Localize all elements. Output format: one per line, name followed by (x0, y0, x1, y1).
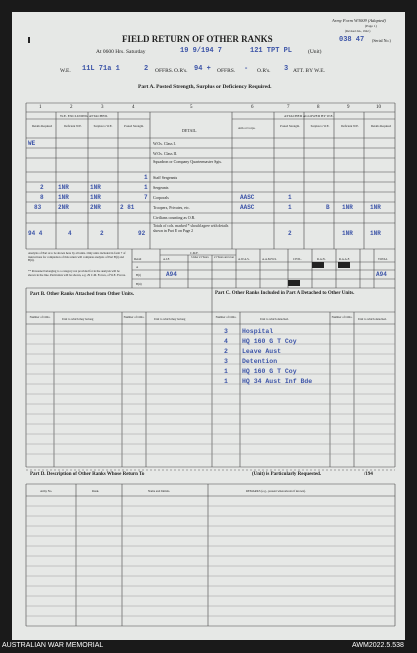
part-a-title: Part A. Posted Strength, Surplus or Deficiency Required. (138, 84, 272, 90)
part-c-row1-num: 3 (224, 328, 228, 335)
detail-sgt: Sergeants (153, 185, 169, 190)
typed-ssgt-posted: 1 (144, 174, 148, 181)
col-num-5: 5 (190, 105, 193, 110)
army-form-line1: Army Form W3009 (Adapted) (332, 18, 386, 23)
typed-pte-def: 2NR (58, 204, 69, 211)
typed-pte-posted: 2 81 (120, 204, 135, 211)
typed-we: WE (28, 140, 36, 147)
offrs2-label: OFFRS. (217, 68, 236, 74)
att-label: ATT. BY W.E. (293, 68, 325, 74)
footer-right: AWM2022.5.538 (352, 642, 404, 649)
analysis-row-bii: B(ii) (136, 282, 142, 286)
detail-totals: Totals of cols. marked * should agree with details shown in Part E on Page 2 (153, 224, 229, 233)
part-c-row4-num: 3 (224, 358, 228, 365)
part-d-h3: Name and Initials. (148, 489, 171, 493)
col-num-3: 3 (101, 105, 104, 110)
ors-label: O.R's. (174, 68, 188, 74)
typed-r-pte-def: 1NR (342, 204, 353, 211)
typed-sgt-req: 2 (40, 184, 44, 191)
part-c-row3-num: 2 (224, 348, 228, 355)
form-title: FIELD RETURN OF OTHER RANKS (122, 34, 273, 44)
left-header-3: Surplus to W.E. (93, 124, 113, 128)
typed-tot-def: 4 (68, 230, 72, 237)
typed-r-pte-arm: AASC (240, 204, 255, 211)
part-c-row2-unit: HQ 160 G T Coy (242, 338, 297, 345)
part-b-h4: Unit to which they belong (154, 317, 186, 321)
part-b-h1: Number of O.Rs. (29, 315, 51, 319)
typed-r-cpl-posted: 1 (288, 194, 292, 201)
right-header-2: Posted Strength. (280, 124, 300, 128)
typed-sgt-def: 1NR (58, 184, 69, 191)
col-num-8: 8 (317, 105, 320, 110)
part-d-h2: Rank. (92, 489, 100, 493)
typed-sgt-sur: 1NR (90, 184, 101, 191)
typed-tot-req: 94 4 (28, 230, 43, 237)
analysis-h-detail: Detail (134, 257, 142, 261)
part-c-row5-num: 1 (224, 368, 228, 375)
detail-cqms: Squadron or Company Quartermaster Sgts. (153, 159, 222, 164)
we-value: 11L 71a 1 (82, 65, 120, 73)
typed-r-cpl-arm: AASC (240, 194, 255, 201)
detail-civ: Civilians counting as O.R. (153, 215, 196, 220)
typed-tot-sur: 2 (100, 230, 104, 237)
army-form-line3: (Revised Jan., 1942.) (345, 29, 371, 33)
left-header-1: Details Required (31, 124, 53, 128)
analysis-h-aif: A.I.F. (163, 257, 170, 261)
left-header-2: Deficient W.E. (64, 124, 82, 128)
unit-value: 121 TPT PL (250, 47, 293, 55)
offrs2-value: - (244, 65, 249, 73)
analysis-h-total: TOTAL (378, 257, 388, 261)
detail-wo1: W.Os. Class I. (153, 141, 176, 146)
col-num-6: 6 (251, 105, 254, 110)
typed-r-tot-def: 1NR (342, 230, 353, 237)
part-c-row3-unit: Leave Aust (242, 348, 282, 355)
analysis-aif-value: A94 (166, 271, 177, 278)
analysis-h-ran: R.A.N. (317, 257, 326, 261)
group-right-header: ATTACHED ALLOWED BY W.E. (284, 114, 334, 118)
right-header-3: Surplus to W.E. (310, 124, 330, 128)
part-d-h4: REMARKS (e.g., present whereabouts if known). (246, 489, 306, 493)
analysis-h-civil: CIVIL. (293, 257, 302, 261)
right-header-4: Deficient W.E. (341, 124, 359, 128)
part-c-h2: Unit to which detached. (260, 317, 289, 321)
part-c-row6-num: 1 (224, 378, 228, 385)
part-c-h3: Number of O.Rs. (331, 315, 353, 319)
part-b-h3: Number of O.Rs. (123, 315, 145, 319)
typed-r-tot-posted: 2 (288, 230, 292, 237)
part-c-row6-unit: HQ 34 Aust Inf Bde (242, 378, 313, 385)
unit-label: (Unit) (308, 49, 322, 55)
typed-pte-req: 83 (34, 204, 42, 211)
typed-r-pte-posted: 1 (288, 204, 292, 211)
detail-ssgt: Staff Sergeants (153, 175, 178, 180)
part-c-row4-unit: Detention (242, 358, 278, 365)
part-d-title2: (Unit) is Particularly Requested. (252, 472, 322, 477)
analysis-h-awas: A.W.A.S. (238, 257, 250, 261)
part-c-row5-unit: HQ 160 G T Coy (242, 368, 297, 375)
analysis-row-a: A (136, 265, 139, 269)
part-c-row1-unit: Hospital (242, 328, 274, 335)
left-header-4: Posted Strength. (124, 124, 144, 128)
ors-value: 94 + (194, 65, 211, 73)
right-header-5: Details Required (370, 124, 392, 128)
footer-left: AUSTRALIAN WAR MEMORIAL (2, 642, 104, 649)
col-num-1: 1 (39, 105, 42, 110)
analysis-h-over21: 21 Years and over (213, 256, 235, 259)
typed-tot-posted: 92 (138, 230, 146, 237)
form-page (12, 12, 405, 640)
army-form-line2: (Page 1) (365, 24, 377, 28)
offrs-label: OFFRS. (155, 68, 174, 74)
part-b-title: Part B. Other Ranks Attached from Other Units. (30, 292, 135, 297)
analysis-notes: Analysis of Part A to be shown here by all units. Only units included in form 7 of instructions for completion of this return will complete analysis of Part B(i) and B(ii). (28, 251, 126, 263)
detail-pte: Troopers, Privates, etc. (153, 205, 190, 210)
we-label: W.E. (60, 68, 71, 74)
typed-r-pte-sur: B (326, 204, 330, 211)
col-num-9: 9 (347, 105, 350, 110)
typed-sgt-posted: 1 (144, 184, 148, 191)
serial-no-label: (Serial No.) (372, 38, 391, 43)
offrs-value: 2 (144, 65, 149, 73)
typed-r-pte-req: 1NR (370, 204, 381, 211)
col-num-2: 2 (70, 105, 73, 110)
ors2-label: O.R's. (257, 68, 271, 74)
part-b-h2: Unit to which they belong (62, 317, 94, 321)
part-c-row2-num: 4 (224, 338, 228, 345)
analysis-total-value: A94 (376, 271, 387, 278)
detail-header: DETAIL. (182, 128, 198, 133)
footer (0, 640, 417, 653)
part-c-h1: Number of O.Rs. (215, 315, 237, 319)
analysis-h-aamws: A.A.M.W.S. (262, 257, 277, 261)
typed-cpl-sur: 1NR (90, 194, 101, 201)
analysis-h-under21: Under 21 Years (191, 256, 209, 259)
part-c-title: Part C. Other Ranks Included in Part A Detached to Other Units. (215, 291, 355, 296)
typed-cpl-def: 1NR (58, 194, 69, 201)
analysis-cmf: C.M.F. (190, 251, 199, 255)
col-num-7: 7 (287, 105, 290, 110)
col-num-4: 4 (132, 105, 135, 110)
analysis-row-bi: B(i) (136, 273, 141, 277)
part-c-h4: Unit to which detached. (358, 317, 387, 321)
col-num-10: 10 (376, 105, 381, 110)
typed-cpl-posted: 7 (144, 194, 148, 201)
part-d-title3: /194 (364, 472, 373, 477)
att-value: 3 (284, 65, 289, 73)
analysis-h-raaf: R.A.A.F. (339, 257, 350, 261)
serial-no-value: 038 47 (339, 36, 365, 44)
analysis-notes-2: ** Personnel belonging to a category not provided for in the analysis will be shown in the line. Particulars will be shown, e.g. 29 C.M. Forces, of W.E. Forces. (28, 269, 126, 277)
detail-wo2: W.Os. Class II. (153, 151, 178, 156)
typed-r-tot-req: 1NR (370, 230, 381, 237)
date-value: 19 9/194 7 (180, 47, 223, 55)
right-header-1: Arm or Corps. (238, 126, 256, 130)
typed-pte-sur: 2NR (90, 204, 101, 211)
part-d-h1: Army No. (40, 489, 53, 493)
typed-cpl-req: 8 (40, 194, 44, 201)
part-d-title: Part D. Description of Other Ranks Whose Return To (30, 472, 145, 477)
at-line: At 0600 Hrs. Saturday (96, 49, 146, 55)
group-left-header: W.E. EXCLUDING ATTACHED. (60, 114, 108, 118)
detail-cpl: Corporals (153, 195, 169, 200)
